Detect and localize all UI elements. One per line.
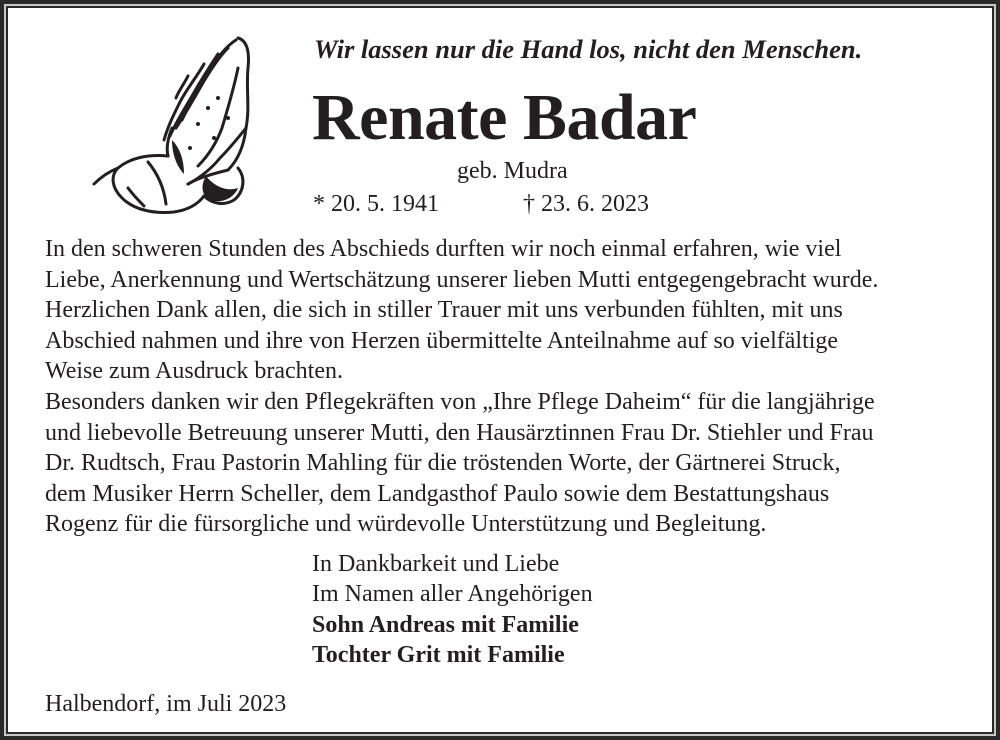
body-line: Abschied nahmen und ihre von Herzen übermittelte Anteilnahme auf so vielfältige — [45, 327, 839, 354]
signature-block — [312, 549, 593, 671]
signature-line: Im Namen aller Angehörigen — [312, 581, 593, 608]
thank-you-text — [45, 234, 985, 540]
body-line: dem Musiker Herrn Scheller, dem Landgasthof Paulo sowie dem Bestattungshaus — [45, 480, 830, 507]
family-name: Sohn Andreas mit Familie — [312, 611, 579, 638]
body-line: und liebevolle Betreuung unserer Mutti, den Hausärztinnen Frau Dr. Stiehler und Frau — [45, 419, 874, 446]
body-line: Dr. Rudtsch, Frau Pastorin Mahling für die tröstenden Worte, der Gärtnerei Struck, — [45, 450, 841, 477]
maiden-name: geb. Mudra — [457, 158, 568, 184]
praying-hands-icon — [88, 28, 268, 224]
birth-date: * 20. 5. 1941 — [313, 191, 439, 217]
body-line: Liebe, Anerkennung und Wertschätzung unserer lieben Mutti entgegengebracht wurde. — [45, 266, 879, 293]
family-name: Tochter Grit mit Familie — [312, 642, 565, 669]
motto: Wir lassen nur die Hand los, nicht den Menschen. — [314, 34, 863, 64]
death-date: † 23. 6. 2023 — [523, 191, 649, 217]
signature-line: In Dankbarkeit und Liebe — [312, 551, 560, 577]
place-date: Halbendorf, im Juli 2023 — [45, 691, 287, 717]
obituary-notice — [8, 8, 992, 732]
body-line: In den schweren Stunden des Abschieds durften wir noch einmal erfahren, wie viel — [45, 236, 842, 262]
body-line: Weise zum Ausdruck brachten. — [45, 358, 343, 385]
deceased-name: Renate Badar — [312, 81, 697, 154]
body-line: Besonders danken wir den Pflegekräften von „Ihre Pflege Daheim“ für die langjährige — [45, 388, 875, 415]
body-line: Rogenz für die fürsorgliche und würdevolle Unterstützung und Begleitung. — [45, 511, 767, 538]
body-line: Herzlichen Dank allen, die sich in stiller Trauer mit uns verbunden fühlten, mit uns — [45, 297, 843, 324]
